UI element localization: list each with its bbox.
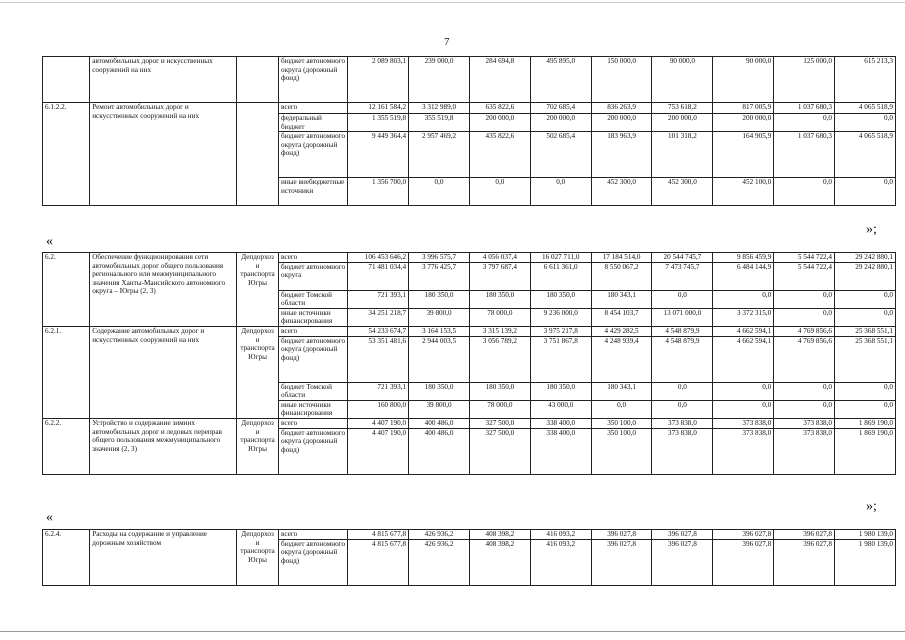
table-row (43, 530, 896, 540)
amount-cell: 396 027,8 (713, 539, 774, 585)
table-row (43, 418, 896, 428)
amount-cell: 4 429 282,5 (591, 326, 652, 336)
amount-cell: 396 027,8 (774, 539, 835, 585)
funding-source: бюджет автономного округа (дорожный фонд) (279, 132, 348, 178)
table-row (43, 326, 896, 336)
amount-cell: 1 980 139,0 (835, 530, 896, 540)
funding-source: бюджет Томской области (279, 290, 348, 308)
amount-cell: 435 822,6 (469, 132, 530, 178)
amount-cell: 8 454 103,7 (591, 308, 652, 326)
funding-source: бюджет автономного округа (дорожный фонд) (279, 57, 348, 103)
amount-cell: 29 242 880,1 (835, 253, 896, 263)
amount-cell: 3 315 139,2 (469, 326, 530, 336)
amount-cell: 71 481 034,4 (348, 262, 409, 290)
amount-cell: 4 769 856,6 (774, 326, 835, 336)
amount-cell: 8 550 067,2 (591, 262, 652, 290)
amount-cell: 4 662 594,1 (713, 336, 774, 382)
amount-cell: 502 685,4 (530, 132, 591, 178)
amount-cell: 9 449 364,4 (348, 132, 409, 178)
amount-cell: 1 869 190,0 (835, 418, 896, 428)
row-executor: Депдорхоз и транспорта Югры (237, 418, 279, 474)
amount-cell: 0,0 (713, 290, 774, 308)
amount-cell: 5 544 722,4 (774, 253, 835, 263)
amount-cell: 34 251 218,7 (348, 308, 409, 326)
amount-cell: 3 164 153,5 (409, 326, 470, 336)
funding-source: всего (279, 326, 348, 336)
row-code: 6.1.2.2. (43, 103, 90, 206)
amount-cell: 0,0 (774, 308, 835, 326)
amount-cell: 4 548 879,9 (652, 326, 713, 336)
funding-source: бюджет автономного округа (дорожный фонд) (279, 539, 348, 585)
amount-cell: 4 248 939,4 (591, 336, 652, 382)
amount-cell: 702 685,4 (530, 103, 591, 114)
row-name: Расходы на содержание и управление дорожным хозяйством (90, 530, 237, 586)
funding-source: федеральный бюджет (279, 114, 348, 132)
amount-cell: 39 800,0 (409, 308, 470, 326)
amount-cell: 4 815 677,8 (348, 539, 409, 585)
funding-source: всего (279, 253, 348, 263)
amount-cell: 721 393,1 (348, 290, 409, 308)
funding-source: всего (279, 103, 348, 114)
amount-cell: 200 000,0 (591, 114, 652, 132)
amount-cell: 78 000,0 (469, 308, 530, 326)
amount-cell: 1 356 700,0 (348, 178, 409, 206)
amount-cell: 396 027,8 (591, 530, 652, 540)
amount-cell: 25 368 551,1 (835, 326, 896, 336)
amount-cell: 13 071 000,0 (652, 308, 713, 326)
amount-cell: 4 065 518,9 (835, 132, 896, 178)
amount-cell: 338 400,0 (530, 428, 591, 474)
amount-cell: 0,0 (713, 400, 774, 418)
amount-cell: 426 936,2 (409, 539, 470, 585)
amount-cell: 90 000,0 (652, 57, 713, 103)
amount-cell: 3 372 315,0 (713, 308, 774, 326)
amount-cell: 452 100,0 (713, 178, 774, 206)
budget-table-part-2 (42, 252, 896, 475)
amount-cell: 53 351 481,6 (348, 336, 409, 382)
funding-source: иные внебюджетные источники (279, 178, 348, 206)
amount-cell: 3 056 789,2 (469, 336, 530, 382)
amount-cell: 350 100,0 (591, 428, 652, 474)
amount-cell: 400 486,0 (409, 418, 470, 428)
amount-cell: 9 856 459,9 (713, 253, 774, 263)
amount-cell: 373 838,0 (774, 428, 835, 474)
amount-cell: 452 300,0 (652, 178, 713, 206)
amount-cell: 101 318,2 (652, 132, 713, 178)
row-executor: Депдорхоз и транспорта Югры (237, 530, 279, 586)
amount-cell: 1 355 519,8 (348, 114, 409, 132)
amount-cell: 327 500,0 (469, 418, 530, 428)
amount-cell: 396 027,8 (652, 530, 713, 540)
amount-cell: 350 100,0 (591, 418, 652, 428)
amount-cell: 1 037 680,3 (774, 103, 835, 114)
amount-cell: 25 368 551,1 (835, 336, 896, 382)
row-code: 6.2.2. (43, 418, 90, 474)
row-executor (237, 57, 279, 103)
amount-cell: 0,0 (591, 400, 652, 418)
row-executor: Депдорхоз и транспорта Югры (237, 253, 279, 327)
amount-cell: 408 398,2 (469, 539, 530, 585)
amount-cell: 183 963,9 (591, 132, 652, 178)
amount-cell: 5 544 722,4 (774, 262, 835, 290)
amount-cell: 426 936,2 (409, 530, 470, 540)
closing-quote-2: »; (866, 499, 877, 514)
amount-cell: 180 343,1 (591, 382, 652, 400)
amount-cell: 396 027,8 (652, 539, 713, 585)
amount-cell: 3 751 867,8 (530, 336, 591, 382)
amount-cell: 0,0 (774, 400, 835, 418)
amount-cell: 0,0 (835, 308, 896, 326)
amount-cell: 0,0 (774, 290, 835, 308)
amount-cell: 106 453 646,2 (348, 253, 409, 263)
amount-cell: 20 544 745,7 (652, 253, 713, 263)
amount-cell: 635 822,6 (469, 103, 530, 114)
funding-source: иные источники финансирования (279, 400, 348, 418)
amount-cell: 6 611 361,0 (530, 262, 591, 290)
amount-cell: 3 996 575,7 (409, 253, 470, 263)
amount-cell: 29 242 880,1 (835, 262, 896, 290)
amount-cell: 373 838,0 (713, 418, 774, 428)
funding-source: всего (279, 530, 348, 540)
amount-cell: 3 975 217,8 (530, 326, 591, 336)
row-executor (237, 103, 279, 206)
budget-table-part-3 (42, 529, 896, 586)
amount-cell: 164 905,9 (713, 132, 774, 178)
amount-cell: 0,0 (774, 114, 835, 132)
amount-cell: 327 500,0 (469, 428, 530, 474)
scan-top-edge (0, 2, 905, 3)
amount-cell: 495 895,0 (530, 57, 591, 103)
amount-cell: 721 393,1 (348, 382, 409, 400)
row-name: автомобильных дорог и искусственных сооружений на них (90, 57, 237, 103)
amount-cell: 400 486,0 (409, 428, 470, 474)
amount-cell: 3 797 687,4 (469, 262, 530, 290)
amount-cell: 12 161 584,2 (348, 103, 409, 114)
amount-cell: 0,0 (652, 382, 713, 400)
amount-cell: 0,0 (835, 382, 896, 400)
amount-cell: 4 407 190,0 (348, 428, 409, 474)
amount-cell: 4 815 677,8 (348, 530, 409, 540)
amount-cell: 200 000,0 (530, 114, 591, 132)
amount-cell: 6 484 144,9 (713, 262, 774, 290)
amount-cell: 1 037 680,3 (774, 132, 835, 178)
amount-cell: 78 000,0 (469, 400, 530, 418)
amount-cell: 180 343,1 (591, 290, 652, 308)
amount-cell: 373 838,0 (652, 418, 713, 428)
amount-cell: 338 400,0 (530, 418, 591, 428)
amount-cell: 180 350,0 (530, 382, 591, 400)
funding-source: всего (279, 418, 348, 428)
amount-cell: 39 800,0 (409, 400, 470, 418)
amount-cell: 160 800,0 (348, 400, 409, 418)
amount-cell: 0,0 (469, 178, 530, 206)
amount-cell: 373 838,0 (774, 418, 835, 428)
amount-cell: 16 027 711,0 (530, 253, 591, 263)
amount-cell: 0,0 (835, 290, 896, 308)
opening-quote-2: « (46, 510, 53, 525)
amount-cell: 0,0 (530, 178, 591, 206)
amount-cell: 2 957 469,2 (409, 132, 470, 178)
amount-cell: 373 838,0 (713, 428, 774, 474)
row-executor: Депдорхоз и транспорта Югры (237, 326, 279, 418)
amount-cell: 4 769 856,6 (774, 336, 835, 382)
amount-cell: 200 000,0 (652, 114, 713, 132)
amount-cell: 180 350,0 (469, 290, 530, 308)
amount-cell: 43 000,0 (530, 400, 591, 418)
amount-cell: 2 089 803,1 (348, 57, 409, 103)
amount-cell: 7 473 745,7 (652, 262, 713, 290)
amount-cell: 200 000,0 (713, 114, 774, 132)
amount-cell: 0,0 (774, 178, 835, 206)
funding-source: бюджет Томской области (279, 382, 348, 400)
amount-cell: 4 662 594,1 (713, 326, 774, 336)
amount-cell: 416 093,2 (530, 539, 591, 585)
amount-cell: 180 350,0 (530, 290, 591, 308)
amount-cell: 125 000,0 (774, 57, 835, 103)
amount-cell: 0,0 (409, 178, 470, 206)
amount-cell: 416 093,2 (530, 530, 591, 540)
amount-cell: 4 407 190,0 (348, 418, 409, 428)
amount-cell: 2 944 003,5 (409, 336, 470, 382)
amount-cell: 452 300,0 (591, 178, 652, 206)
scan-bottom-edge (0, 631, 905, 632)
amount-cell: 90 000,0 (713, 57, 774, 103)
amount-cell: 0,0 (652, 400, 713, 418)
page-number: 7 (444, 36, 450, 48)
amount-cell: 355 519,8 (409, 114, 470, 132)
funding-source: бюджет автономного округа (279, 262, 348, 290)
funding-source: иные источники финансирования (279, 308, 348, 326)
amount-cell: 836 263,9 (591, 103, 652, 114)
amount-cell: 54 233 674,7 (348, 326, 409, 336)
row-code: 6.2.1. (43, 326, 90, 418)
funding-source: бюджет автономного округа (дорожный фонд) (279, 336, 348, 382)
amount-cell: 180 350,0 (409, 290, 470, 308)
amount-cell: 0,0 (713, 382, 774, 400)
amount-cell: 239 000,0 (409, 57, 470, 103)
row-name: Содержание автомобильных дорог и искусственных сооружений на них (90, 326, 237, 418)
table-row (43, 253, 896, 263)
closing-quote-1: »; (866, 222, 877, 237)
amount-cell: 3 776 425,7 (409, 262, 470, 290)
row-name: Обеспечение функционирования сети автомобильных дорог общего пользования регионального или межмуниципального значения Ханты-Мансийского автономного округа – Югры (2, 3) (90, 253, 237, 327)
amount-cell: 0,0 (835, 114, 896, 132)
amount-cell: 373 838,0 (652, 428, 713, 474)
amount-cell: 200 000,0 (469, 114, 530, 132)
amount-cell: 753 618,2 (652, 103, 713, 114)
budget-table-part-1 (42, 56, 896, 206)
amount-cell: 180 350,0 (469, 382, 530, 400)
amount-cell: 3 312 989,0 (409, 103, 470, 114)
row-name: Ремонт автомобильных дорог и искусственных сооружений на них (90, 103, 237, 206)
amount-cell: 0,0 (774, 382, 835, 400)
amount-cell: 817 005,9 (713, 103, 774, 114)
amount-cell: 4 548 879,9 (652, 336, 713, 382)
amount-cell: 396 027,8 (774, 530, 835, 540)
amount-cell: 0,0 (835, 178, 896, 206)
amount-cell: 1 980 139,0 (835, 539, 896, 585)
amount-cell: 1 869 190,0 (835, 428, 896, 474)
amount-cell: 4 065 518,9 (835, 103, 896, 114)
table-row (43, 57, 896, 103)
amount-cell: 0,0 (835, 400, 896, 418)
amount-cell: 4 056 037,4 (469, 253, 530, 263)
row-code: 6.2. (43, 253, 90, 327)
amount-cell: 0,0 (652, 290, 713, 308)
amount-cell: 150 000,0 (591, 57, 652, 103)
amount-cell: 396 027,8 (713, 530, 774, 540)
row-code (43, 57, 90, 103)
funding-source: бюджет автономного округа (дорожный фонд) (279, 428, 348, 474)
opening-quote-1: « (46, 234, 53, 249)
amount-cell: 284 694,8 (469, 57, 530, 103)
amount-cell: 180 350,0 (409, 382, 470, 400)
amount-cell: 9 236 000,0 (530, 308, 591, 326)
table-row (43, 103, 896, 114)
amount-cell: 408 398,2 (469, 530, 530, 540)
amount-cell: 396 027,8 (591, 539, 652, 585)
row-name: Устройство и содержание зимних автомобильных дорог и ледовых переправ общего пользования межмуниципального значения (2, 3) (90, 418, 237, 474)
row-code: 6.2.4. (43, 530, 90, 586)
amount-cell: 615 213,3 (835, 57, 896, 103)
amount-cell: 17 184 514,0 (591, 253, 652, 263)
